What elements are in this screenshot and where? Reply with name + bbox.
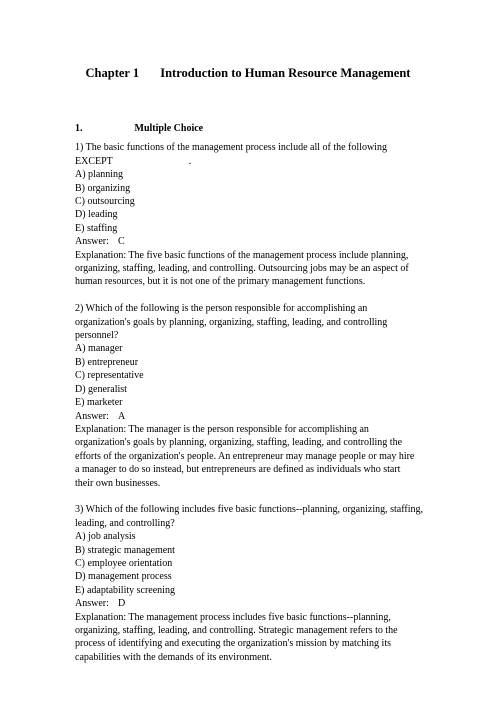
option-c: C) employee orientation — [75, 557, 173, 569]
question-3 — [75, 503, 423, 664]
option-d: D) management process — [75, 571, 172, 583]
option-e: E) marketer — [75, 397, 123, 409]
option-c: C) representative — [75, 370, 144, 382]
explanation-line: capabilities with the demands of its environment. — [75, 651, 272, 663]
option-b: B) strategic management — [75, 544, 175, 556]
answer-value: D — [118, 598, 126, 610]
answer-label: Answer: — [75, 410, 109, 422]
question-stem-line: 1) The basic functions of the management process include all of the following — [75, 142, 387, 154]
explanation-line: organization's goals by planning, organizing, staffing, leading, and controlling the — [75, 437, 403, 449]
chapter-number: Chapter 1 — [85, 66, 140, 80]
explanation-line: process of identifying and executing the organization's mission by matching its — [75, 638, 392, 650]
answer-line — [75, 410, 420, 423]
option-e: E) staffing — [75, 222, 118, 234]
option-d: D) leading — [75, 209, 118, 221]
chapter-name: Introduction to Human Resource Management — [160, 66, 411, 80]
chapter-title — [0, 66, 496, 81]
section-number: 1. — [75, 123, 83, 134]
answer-line — [75, 597, 420, 610]
explanation-line: their own businesses. — [75, 477, 161, 489]
question-stem-end: . — [188, 155, 192, 167]
answer-label: Answer: — [75, 598, 109, 610]
question-stem-line: personnel? — [75, 330, 119, 342]
question-stem-text: EXCEPT — [75, 155, 113, 167]
explanation-line: Explanation: The management process includes five basic functions--planning, — [75, 611, 391, 623]
explanation-line: organizing, staffing, leading, and controlling. Strategic management refers to the — [75, 624, 398, 636]
question-stem-line — [75, 155, 420, 168]
option-c: C) outsourcing — [75, 196, 135, 208]
option-d: D) generalist — [75, 383, 127, 395]
explanation-line: human resources, but it is not one of the primary management functions. — [75, 276, 366, 288]
answer-label: Answer: — [75, 236, 109, 248]
answer-line — [75, 235, 420, 248]
question-stem-line: 2) Which of the following is the person responsible for accomplishing an — [75, 303, 368, 315]
explanation-line: Explanation: The manager is the person responsible for accomplishing an — [75, 423, 369, 435]
question-stem-line: leading, and controlling? — [75, 517, 175, 529]
question-stem-line: organization's goals by planning, organizing, staffing, leading, and controlling — [75, 316, 388, 328]
explanation-line: organizing, staffing, leading, and controlling. Outsourcing jobs may be an aspect of — [75, 263, 409, 275]
question-1 — [75, 141, 420, 288]
question-2 — [75, 302, 420, 490]
explanation-line: efforts of the organization's people. An entrepreneur may manage people or may hire — [75, 450, 415, 462]
section-title: Multiple Choice — [134, 123, 204, 134]
option-a: A) planning — [75, 169, 124, 181]
option-b: B) entrepreneur — [75, 356, 139, 368]
option-e: E) adaptability screening — [75, 584, 175, 596]
question-list — [75, 128, 423, 664]
explanation-line: a manager to do so instead, but entrepreneurs are defined as individuals who start — [75, 464, 401, 476]
option-a: A) job analysis — [75, 531, 136, 543]
answer-value: A — [118, 410, 126, 422]
question-stem-line: 3) Which of the following includes five basic functions--planning, organizing, staffing, — [75, 504, 423, 516]
explanation-line: Explanation: The five basic functions of the management process include planning, — [75, 249, 409, 261]
answer-value: C — [118, 236, 125, 248]
option-b: B) organizing — [75, 182, 131, 194]
option-a: A) manager — [75, 343, 123, 355]
